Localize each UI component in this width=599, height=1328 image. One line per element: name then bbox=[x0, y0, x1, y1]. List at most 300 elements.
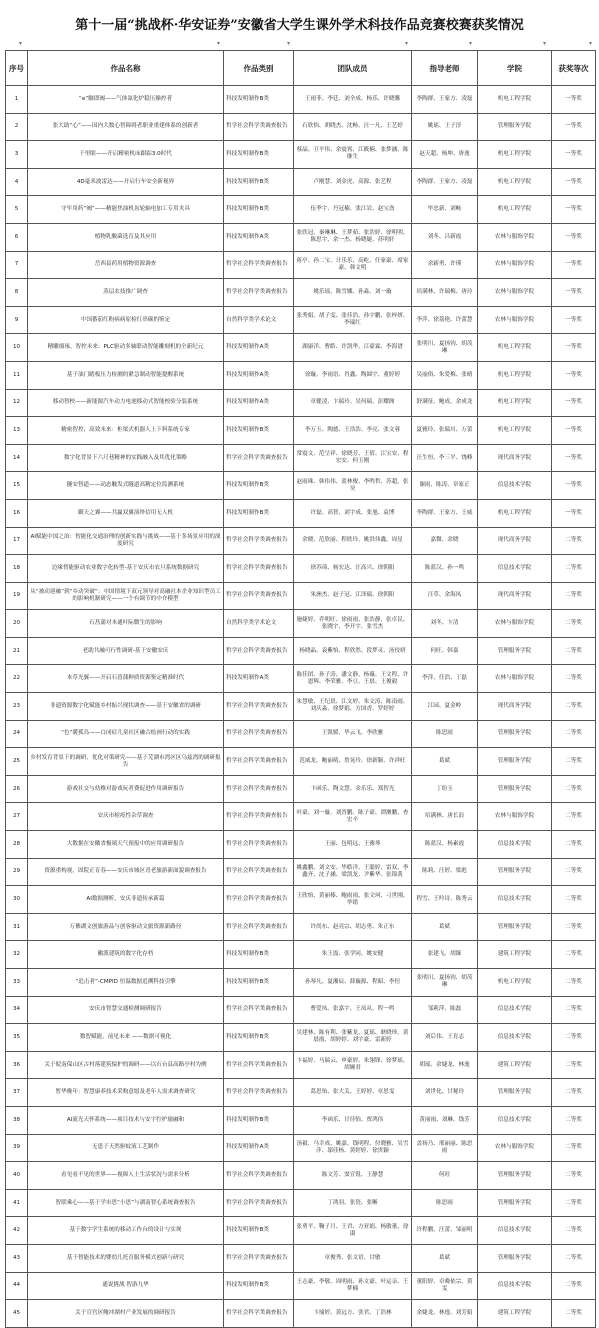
cell-index[interactable]: 38 bbox=[6, 1106, 28, 1134]
cell-name[interactable]: 千里眼——开启精密机床跟踪3.0时代 bbox=[28, 141, 224, 169]
cell-award[interactable]: 一等奖 bbox=[552, 279, 596, 307]
cell-category[interactable]: 哲学社会科学类调查报告 bbox=[224, 693, 294, 721]
cell-name[interactable]: 智联乘心——基于学市思“小思”与湖南智心系统调查报告 bbox=[28, 1189, 224, 1217]
cell-school[interactable]: 农林与服饰学院 bbox=[478, 803, 552, 831]
cell-team[interactable]: 汤毅、马幸成、姚嘉、钱明程、付晓雅、吴雪萍、邬佳杨、黄婷婷、徐贵颖 bbox=[294, 1134, 412, 1162]
cell-school[interactable]: 机电工程学院 bbox=[478, 334, 552, 362]
cell-advisor[interactable]: 谢雨、陈涛、章家正 bbox=[412, 472, 478, 500]
cell-index[interactable]: 42 bbox=[6, 1217, 28, 1245]
cell-index[interactable]: 22 bbox=[6, 665, 28, 693]
filter-arrow-icon[interactable]: ▾ bbox=[287, 40, 291, 47]
cell-category[interactable]: 自然科学类学术论文 bbox=[224, 610, 294, 638]
cell-index[interactable]: 32 bbox=[6, 941, 28, 969]
cell-index[interactable]: 5 bbox=[6, 196, 28, 224]
cell-team[interactable]: 王雨菲、李廷、刘全成、杨乐、许晓馨 bbox=[294, 86, 412, 114]
cell-award[interactable]: 二等奖 bbox=[552, 527, 596, 555]
cell-advisor[interactable]: 邹莉萍、陈磊 bbox=[412, 996, 478, 1024]
cell-school[interactable]: 现代商务学院 bbox=[478, 582, 552, 610]
cell-index[interactable]: 14 bbox=[6, 444, 28, 472]
cell-index[interactable]: 31 bbox=[6, 913, 28, 941]
cell-school[interactable]: 信息技术学院 bbox=[478, 1217, 552, 1245]
cell-award[interactable]: 二等奖 bbox=[552, 693, 596, 721]
cell-name[interactable]: 本草光翼——开启石菖蒲种质资源鉴定精准时代 bbox=[28, 665, 224, 693]
filter-arrow-icon[interactable]: ▾ bbox=[469, 40, 473, 47]
cell-team[interactable]: 王志豪、李敬、周明雨、孙文豪、叶运亲、王梦楠 bbox=[294, 1272, 412, 1300]
cell-category[interactable]: 哲学社会科学类调查报告 bbox=[224, 1300, 294, 1328]
cell-name[interactable]: 精密智控、高效未来：柜梁式机器人上下料系统专家 bbox=[28, 417, 224, 445]
cell-index[interactable]: 1 bbox=[6, 86, 28, 114]
filter-arrow-icon[interactable]: ▾ bbox=[543, 40, 547, 47]
cell-index[interactable]: 39 bbox=[6, 1134, 28, 1162]
cell-advisor[interactable]: 胡瑶、余婕龙、林逸 bbox=[412, 1051, 478, 1079]
cell-school[interactable]: 建筑工程学院 bbox=[478, 941, 552, 969]
cell-school[interactable]: 管理服务学院 bbox=[478, 858, 552, 886]
cell-team[interactable]: 章俊秀、张文语、甘敏 bbox=[294, 1244, 412, 1272]
cell-team[interactable]: 湖康洋、曹皓、许凯华、江豪霖、李海谱 bbox=[294, 334, 412, 362]
cell-index[interactable]: 23 bbox=[6, 693, 28, 721]
header-name[interactable]: 作品名称 bbox=[28, 51, 224, 86]
cell-index[interactable]: 12 bbox=[6, 389, 28, 417]
cell-advisor[interactable]: 夏雅玲、张瑞川、万蕾 bbox=[412, 417, 478, 445]
cell-award[interactable]: 二等奖 bbox=[552, 1051, 596, 1079]
cell-award[interactable]: 一等奖 bbox=[552, 306, 596, 334]
cell-team[interactable]: 蔡晶、卫平伟、余震霄、江筱楠、张梦涵、陈继生 bbox=[294, 141, 412, 169]
cell-school[interactable]: 管理服务学院 bbox=[478, 1244, 552, 1272]
cell-index[interactable]: 18 bbox=[6, 555, 28, 583]
cell-school[interactable]: 管理服务学院 bbox=[478, 748, 552, 776]
cell-team[interactable]: 葛思怡、张大关、王婷婷、章思雯 bbox=[294, 1079, 412, 1107]
cell-advisor[interactable]: 董阳婷、卓晚依宗、黄雯 bbox=[412, 1272, 478, 1300]
cell-index[interactable]: 16 bbox=[6, 499, 28, 527]
cell-index[interactable]: 33 bbox=[6, 969, 28, 997]
cell-team[interactable]: 范威龙、鲍丽萌、詹晃玲、徐新颖、许祥旺 bbox=[294, 748, 412, 776]
filter-arrow-icon[interactable]: ▾ bbox=[589, 40, 593, 47]
cell-award[interactable]: 二等奖 bbox=[552, 1244, 596, 1272]
cell-school[interactable]: 农林与服饰学院 bbox=[478, 610, 552, 638]
cell-school[interactable]: 信息技术学院 bbox=[478, 1106, 552, 1134]
cell-advisor[interactable]: 盖扬乃、邢丽丽、陈思雨 bbox=[412, 1134, 478, 1162]
cell-advisor[interactable]: 培满林、许瑞梅、唐玲 bbox=[412, 279, 478, 307]
cell-school[interactable]: 管理服务学院 bbox=[478, 913, 552, 941]
cell-team[interactable]: 李万玉、陶德、王浩浩、李亮、张文蓉 bbox=[294, 417, 412, 445]
cell-school[interactable]: 信息技术学院 bbox=[478, 996, 552, 1024]
cell-award[interactable]: 一等奖 bbox=[552, 417, 596, 445]
cell-school[interactable]: 信息技术学院 bbox=[478, 886, 552, 914]
cell-name[interactable]: 基于智能技术的婴幼儿托育服务模式创新与研究 bbox=[28, 1244, 224, 1272]
cell-category[interactable]: 哲学社会科学类调查报告 bbox=[224, 858, 294, 886]
cell-school[interactable]: 信息技术学院 bbox=[478, 1272, 552, 1300]
cell-category[interactable]: 科技发明制作A类 bbox=[224, 361, 294, 389]
cell-award[interactable]: 二等奖 bbox=[552, 1106, 596, 1134]
cell-name[interactable]: 从“被动迎融”到“乡动突破”：中国情境下双元领导对高融社本企业知识型员工的影响机制研究——一个有调节的中介模型 bbox=[28, 582, 224, 610]
cell-school[interactable]: 机电工程学院 bbox=[478, 86, 552, 114]
cell-category[interactable]: 哲学社会科学类调查报告 bbox=[224, 748, 294, 776]
cell-name[interactable]: AI数据测析，安庆非遗传承新篇 bbox=[28, 886, 224, 914]
filter-arrow-icon[interactable]: ▾ bbox=[19, 40, 23, 47]
cell-award[interactable]: 二等奖 bbox=[552, 582, 596, 610]
cell-name[interactable]: 4D毫米波雷达——开启行车安全新视界 bbox=[28, 168, 224, 196]
cell-school[interactable]: 建筑工程学院 bbox=[478, 1300, 552, 1328]
cell-advisor[interactable]: 葛斌 bbox=[412, 913, 478, 941]
cell-team[interactable]: 朱洲杰、赵子冠、江泽瑞、徐朝阳 bbox=[294, 582, 412, 610]
cell-advisor[interactable]: 培满林、唐长浪 bbox=[412, 803, 478, 831]
cell-index[interactable]: 35 bbox=[6, 1024, 28, 1052]
header-school[interactable]: 学院 bbox=[478, 51, 552, 86]
cell-name[interactable]: 资源重构视，固院正育春——安庆市城区青老旅游新面貌调查报告 bbox=[28, 858, 224, 886]
cell-name[interactable]: 安庆市智慧交通检测调研报告 bbox=[28, 996, 224, 1024]
cell-award[interactable]: 二等奖 bbox=[552, 637, 596, 665]
cell-team[interactable]: 章健凌、卞瑞玲、吴何瑞、彭耀阁 bbox=[294, 389, 412, 417]
cell-category[interactable]: 哲学社会科学类调查报告 bbox=[224, 886, 294, 914]
cell-name[interactable]: 御天之翼——共赢双翼演绎信用无人机 bbox=[28, 499, 224, 527]
cell-school[interactable]: 管理服务学院 bbox=[478, 775, 552, 803]
cell-category[interactable]: 哲学社会科学类调查报告 bbox=[224, 1244, 294, 1272]
cell-team[interactable]: 赵雨珠、韩伟伟、蓝林俊、李鸣哲、苏超、张昊 bbox=[294, 472, 412, 500]
cell-advisor[interactable]: 许程鹏、汪蕾、邹丽明 bbox=[412, 1217, 478, 1245]
cell-advisor[interactable]: 刘冬、卞清 bbox=[412, 610, 478, 638]
cell-award[interactable]: 一等奖 bbox=[552, 444, 596, 472]
cell-category[interactable]: 哲学社会科学类调查报告 bbox=[224, 527, 294, 555]
cell-name[interactable]: 石菖蒲对本通叶际微生的影响 bbox=[28, 610, 224, 638]
filter-arrow-icon[interactable]: ▾ bbox=[217, 40, 221, 47]
cell-name[interactable]: 徽派建筑的数字化存档 bbox=[28, 941, 224, 969]
cell-index[interactable]: 43 bbox=[6, 1244, 28, 1272]
cell-index[interactable]: 2 bbox=[6, 113, 28, 141]
cell-award[interactable]: 一等奖 bbox=[552, 86, 596, 114]
cell-team[interactable]: 杨晓晶、袁紫怡、程欣然、段梦灵、汤佼妍 bbox=[294, 637, 412, 665]
cell-name[interactable]: 万佛湖文创旅游品与创客驱动文旅资源新路径 bbox=[28, 913, 224, 941]
cell-advisor[interactable]: 陈思雨 bbox=[412, 1189, 478, 1217]
cell-award[interactable]: 一等奖 bbox=[552, 196, 596, 224]
cell-award[interactable]: 二等奖 bbox=[552, 1300, 596, 1328]
cell-index[interactable]: 11 bbox=[6, 361, 28, 389]
cell-category[interactable]: 哲学社会科学类调查报告 bbox=[224, 803, 294, 831]
cell-advisor[interactable]: 何旺 bbox=[412, 1162, 478, 1190]
cell-team[interactable]: 孙琴凡、夏湘辰、薛璇源、程昭、李恒 bbox=[294, 969, 412, 997]
cell-advisor[interactable]: 余婕龙、林逸、刘芳娟 bbox=[412, 1300, 478, 1328]
cell-team[interactable]: 叶豪、刘一璇、刘晋鹏、陈子豪、谭漱鹏、查宏辛 bbox=[294, 803, 412, 831]
cell-advisor[interactable]: 丁纷玉 bbox=[412, 775, 478, 803]
cell-advisor[interactable]: 葛斌 bbox=[412, 748, 478, 776]
cell-school[interactable]: 机电工程学院 bbox=[478, 969, 552, 997]
cell-name[interactable]: 隧安智道——动态触发式隧道高精定位监测系统 bbox=[28, 472, 224, 500]
cell-name[interactable]: 中国番茄红粉病病原检红串碳的鉴定 bbox=[28, 306, 224, 334]
cell-school[interactable]: 机电工程学院 bbox=[478, 141, 552, 169]
cell-advisor[interactable]: 陈蓝汉、杨素霞 bbox=[412, 831, 478, 859]
cell-award[interactable]: 二等奖 bbox=[552, 555, 596, 583]
cell-school[interactable]: 管理服务学院 bbox=[478, 113, 552, 141]
cell-school[interactable]: 信息技术学院 bbox=[478, 1024, 552, 1052]
cell-advisor[interactable]: 刘后伟、王育志 bbox=[412, 1024, 478, 1052]
cell-category[interactable]: 科技发明制作A类 bbox=[224, 1134, 294, 1162]
cell-team[interactable]: 姚乐瑶、陈雪娜、孙淼、刘一璇 bbox=[294, 279, 412, 307]
cell-index[interactable]: 44 bbox=[6, 1272, 28, 1300]
cell-index[interactable]: 6 bbox=[6, 223, 28, 251]
cell-team[interactable]: 蒋亭、孙二宝、计乐乐、高屹、任家豪、席家豪、韩文明 bbox=[294, 251, 412, 279]
cell-school[interactable]: 机电工程学院 bbox=[478, 361, 552, 389]
cell-team[interactable]: 徐璇、李雨语、肖鑫、陶圆宇、董婷婷 bbox=[294, 361, 412, 389]
cell-index[interactable]: 17 bbox=[6, 527, 28, 555]
cell-school[interactable]: 农林与服饰学院 bbox=[478, 665, 552, 693]
cell-name[interactable]: “色”暖孤岛——白闭症儿童社区融合绘画行动的实践 bbox=[28, 720, 224, 748]
cell-name[interactable]: 精雕细琢，智控未来：PLC驱动多轴联动智能雕刻机的全新纪元 bbox=[28, 334, 224, 362]
cell-name[interactable]: 边缘智能驱动农业数字化转型-基于安庆市农旦系统数据研究 bbox=[28, 555, 224, 583]
cell-advisor[interactable]: 葛斌 bbox=[412, 1244, 478, 1272]
cell-category[interactable]: 科技发明制作B类 bbox=[224, 499, 294, 527]
cell-category[interactable]: 哲学社会科学类调查报告 bbox=[224, 913, 294, 941]
cell-school[interactable]: 农林与服饰学院 bbox=[478, 1134, 552, 1162]
cell-advisor[interactable]: 张明川、夏扬钧、胡茂琳 bbox=[412, 334, 478, 362]
header-award[interactable]: 获奖等次 bbox=[552, 51, 596, 86]
cell-school[interactable]: 机电工程学院 bbox=[478, 196, 552, 224]
cell-award[interactable]: 一等奖 bbox=[552, 334, 596, 362]
cell-index[interactable]: 15 bbox=[6, 472, 28, 500]
cell-team[interactable]: 石欣怡、胡晓杰、沈畅、汪一凡、王艺婷 bbox=[294, 113, 412, 141]
cell-team[interactable]: 朱王震、张学同、姚安健 bbox=[294, 941, 412, 969]
cell-school[interactable]: 现代商务学院 bbox=[478, 527, 552, 555]
filter-arrow-icon[interactable]: ▾ bbox=[405, 40, 409, 47]
cell-category[interactable]: 哲学社会科学类调查报告 bbox=[224, 1079, 294, 1107]
cell-category[interactable]: 哲学社会科学类调查报告 bbox=[224, 996, 294, 1024]
cell-team[interactable]: 张秀娟、胡子雯、张佳浩、孙宇鹏、张梓妍、李瑞红 bbox=[294, 306, 412, 334]
cell-award[interactable]: 二等奖 bbox=[552, 1272, 596, 1300]
cell-category[interactable]: 科技发明制作A类 bbox=[224, 665, 294, 693]
cell-name[interactable]: 大数据在安徽省极端天气预报中的应用调研报告 bbox=[28, 831, 224, 859]
cell-advisor[interactable]: 余新勇、许瑾 bbox=[412, 251, 478, 279]
cell-team[interactable]: 伍季宇、丹冠楠、张江岩、赵宝熹 bbox=[294, 196, 412, 224]
cell-school[interactable]: 现代商务学院 bbox=[478, 444, 552, 472]
cell-category[interactable]: 哲学社会科学类调查报告 bbox=[224, 279, 294, 307]
cell-school[interactable]: 农林与服饰学院 bbox=[478, 279, 552, 307]
cell-school[interactable]: 信息技术学院 bbox=[478, 555, 552, 583]
cell-index[interactable]: 21 bbox=[6, 637, 28, 665]
cell-name[interactable]: 关于宣宫区鲍冲湖村产业发展的调研报告 bbox=[28, 1300, 224, 1328]
cell-category[interactable]: 科技发明制作A类 bbox=[224, 334, 294, 362]
cell-name[interactable]: 看见看不见的世界——视障人士生活状况与需求分析 bbox=[28, 1162, 224, 1190]
cell-category[interactable]: 科技发明制作B类 bbox=[224, 1217, 294, 1245]
cell-index[interactable]: 8 bbox=[6, 279, 28, 307]
cell-school[interactable]: 管理服务学院 bbox=[478, 637, 552, 665]
cell-name[interactable]: 植物乳酸菌选育及其应用 bbox=[28, 223, 224, 251]
cell-team[interactable]: 张欣冠、秦琳琳、王梦茹、张浩婷、徐明明、陈思宇、余一杰、杨晓婕、苏明轩 bbox=[294, 223, 412, 251]
cell-team[interactable]: 吴建林、陈有利、张紫龙、夏瑶、耿晓珍、黄晨霞、胡婷婷、刘宇豪、雷新婷 bbox=[294, 1024, 412, 1052]
cell-index[interactable]: 20 bbox=[6, 610, 28, 638]
cell-category[interactable]: 哲学社会科学类调查报告 bbox=[224, 251, 294, 279]
cell-school[interactable]: 机电工程学院 bbox=[478, 499, 552, 527]
cell-name[interactable]: 基于油门踏板压力检测的紧急制动智能提醒系统 bbox=[28, 361, 224, 389]
cell-school[interactable]: 现代商务学院 bbox=[478, 693, 552, 721]
cell-index[interactable]: 3 bbox=[6, 141, 28, 169]
cell-award[interactable]: 二等奖 bbox=[552, 969, 596, 997]
cell-category[interactable]: 哲学社会科学类调查报告 bbox=[224, 1162, 294, 1190]
cell-category[interactable]: 科技发明制作B类 bbox=[224, 196, 294, 224]
cell-award[interactable]: 一等奖 bbox=[552, 472, 596, 500]
cell-index[interactable]: 27 bbox=[6, 803, 28, 831]
cell-name[interactable]: 数字化背景下六尺巷精神的实践融入及其优化策略 bbox=[28, 444, 224, 472]
cell-school[interactable]: 管理服务学院 bbox=[478, 1189, 552, 1217]
cell-name[interactable]: 无患子天然驱蚊液工艺制作 bbox=[28, 1134, 224, 1162]
cell-name[interactable]: 非遗资源数字化赋能乡村振兴现状调查——基于安徽省的调研 bbox=[28, 693, 224, 721]
cell-team[interactable]: 王欣怡、黄丽榛、鲍雨雨、张文珂、刁世刚、毕绪 bbox=[294, 886, 412, 914]
cell-award[interactable]: 一等奖 bbox=[552, 251, 596, 279]
cell-category[interactable]: 科技发明制作B类 bbox=[224, 141, 294, 169]
cell-advisor[interactable]: 吴丽俗、朱爱梅、张晴 bbox=[412, 361, 478, 389]
cell-award[interactable]: 二等奖 bbox=[552, 1024, 596, 1052]
cell-index[interactable]: 29 bbox=[6, 858, 28, 886]
cell-category[interactable]: 科技发明制作B类 bbox=[224, 969, 294, 997]
cell-name[interactable]: 老助共融可行性调研-基于安徽安庆 bbox=[28, 637, 224, 665]
cell-category[interactable]: 哲学社会科学类调查报告 bbox=[224, 1051, 294, 1079]
cell-name[interactable]: 暂华晚年：智慧康养技术采购意愿及老年人需求调查研究 bbox=[28, 1079, 224, 1107]
cell-award[interactable]: 二等奖 bbox=[552, 720, 596, 748]
cell-award[interactable]: 一等奖 bbox=[552, 361, 596, 389]
cell-team[interactable]: 卞瑜婷、黄远方、张君、丁浩林 bbox=[294, 1300, 412, 1328]
cell-index[interactable]: 37 bbox=[6, 1079, 28, 1107]
cell-advisor[interactable]: 嘉微、余晓 bbox=[412, 527, 478, 555]
cell-school[interactable]: 机电工程学院 bbox=[478, 389, 552, 417]
cell-index[interactable]: 34 bbox=[6, 996, 28, 1024]
cell-team[interactable]: 卞函乐、陶文慧、金乐乐、郑智光 bbox=[294, 775, 412, 803]
cell-category[interactable]: 科技发明制作B类 bbox=[224, 86, 294, 114]
cell-category[interactable]: 科技发明制作B类 bbox=[224, 168, 294, 196]
cell-index[interactable]: 28 bbox=[6, 831, 28, 859]
cell-index[interactable]: 24 bbox=[6, 720, 28, 748]
cell-advisor[interactable]: 毕忠新、刘畅 bbox=[412, 196, 478, 224]
cell-advisor[interactable]: 程雪、王吟诗、陈秀云 bbox=[412, 886, 478, 914]
cell-name[interactable]: AI流光天怀系统——项目技术与安宇拧护瑜融和 bbox=[28, 1106, 224, 1134]
cell-category[interactable]: 哲学社会科学类调查报告 bbox=[224, 113, 294, 141]
cell-school[interactable]: 管理服务学院 bbox=[478, 720, 552, 748]
cell-advisor[interactable]: 赵天超、杨坤、唐逸 bbox=[412, 141, 478, 169]
cell-name[interactable]: 张大助“心”——国内大数心智障碍者职业重建体系的创新者 bbox=[28, 113, 224, 141]
cell-school[interactable]: 农林与服饰学院 bbox=[478, 251, 552, 279]
cell-advisor[interactable]: 江园、夏金岭 bbox=[412, 693, 478, 721]
cell-award[interactable]: 二等奖 bbox=[552, 1189, 596, 1217]
cell-category[interactable]: 哲学社会科学类调查报告 bbox=[224, 582, 294, 610]
header-category[interactable]: 作品类别 bbox=[224, 51, 294, 86]
cell-school[interactable]: 管理服务学院 bbox=[478, 1079, 552, 1107]
cell-award[interactable]: 一等奖 bbox=[552, 223, 596, 251]
cell-category[interactable]: 哲学社会科学类调查报告 bbox=[224, 444, 294, 472]
cell-category[interactable]: 科技发明制作A类 bbox=[224, 223, 294, 251]
cell-advisor[interactable]: 张明川、夏扬钧、胡茂琳 bbox=[412, 969, 478, 997]
cell-team[interactable]: 陈佳团、孙子涛、潘文静、杨薇、王文程、许恩辉、李荣雅、李豆、王晨、王俊毅 bbox=[294, 665, 412, 693]
cell-team[interactable]: 施婕婷、乔明旺、徐雨雨、张浩静、张卓民、张晓宇、李开宇、张雪杰 bbox=[294, 610, 412, 638]
header-index[interactable]: 序号 bbox=[6, 51, 28, 86]
cell-name[interactable]: “追击者”-CMPID 恒温数据追溯科技引擎 bbox=[28, 969, 224, 997]
cell-team[interactable]: 张勇平、鞠子月、王君、方亚娟、杨敏董、徐淑 bbox=[294, 1217, 412, 1245]
cell-name[interactable]: 守牢用药“阀”——精能焦油机齿轮轴电加工专用夹具 bbox=[28, 196, 224, 224]
cell-advisor[interactable]: 陈思雨 bbox=[412, 720, 478, 748]
cell-school[interactable]: 农林与服饰学院 bbox=[478, 223, 552, 251]
cell-category[interactable]: 科技发明制作B类 bbox=[224, 1106, 294, 1134]
cell-award[interactable]: 一等奖 bbox=[552, 499, 596, 527]
cell-team[interactable]: 丁鸿羽、张瓷、张晰 bbox=[294, 1189, 412, 1217]
cell-category[interactable]: 哲学社会科学类调查报告 bbox=[224, 720, 294, 748]
cell-advisor[interactable]: 李陶群、王家方、凌磊 bbox=[412, 86, 478, 114]
cell-index[interactable]: 41 bbox=[6, 1189, 28, 1217]
cell-award[interactable]: 二等奖 bbox=[552, 610, 596, 638]
cell-team[interactable]: 李函乐、甘佳怡、贾鸿伟 bbox=[294, 1106, 412, 1134]
cell-award[interactable]: 二等奖 bbox=[552, 665, 596, 693]
cell-advisor[interactable]: 舒满征、鲍成、余成龙 bbox=[412, 389, 478, 417]
cell-team[interactable]: 许磊、高智、刘宇成、张旭、袁博 bbox=[294, 499, 412, 527]
cell-category[interactable]: 自然科学类学术论文 bbox=[224, 306, 294, 334]
cell-school[interactable]: 机电工程学院 bbox=[478, 417, 552, 445]
cell-category[interactable]: 哲学社会科学类调查报告 bbox=[224, 555, 294, 583]
cell-index[interactable]: 26 bbox=[6, 775, 28, 803]
cell-award[interactable]: 二等奖 bbox=[552, 913, 596, 941]
cell-award[interactable]: 二等奖 bbox=[552, 1134, 596, 1162]
cell-category[interactable]: 科技发明制作A类 bbox=[224, 389, 294, 417]
cell-award[interactable]: 一等奖 bbox=[552, 168, 596, 196]
cell-name[interactable]: 游戏社交与幼稚对游戏玩者费促进作用调研报告 bbox=[28, 775, 224, 803]
cell-index[interactable]: 36 bbox=[6, 1051, 28, 1079]
cell-team[interactable]: 姚鑫鹏、刘文安、毕皓洋、王聪婷、雷双、李鑫齐、沈子涵、梁凯龙、尹紫华、张锦黄 bbox=[294, 858, 412, 886]
cell-name[interactable]: 基于数字学生系统的移动工作台的设计与实现 bbox=[28, 1217, 224, 1245]
cell-team[interactable]: 余晓、范欣丽、程欣玲、姚洪伟鑫、周星 bbox=[294, 527, 412, 555]
cell-team[interactable]: 卞福婷、马瑞云、申豪婷、朱翎锋、徐梦瑶、胡婉君 bbox=[294, 1051, 412, 1079]
cell-team[interactable]: 徐苏琦、杨宏达、汪高兴、徐朝阳 bbox=[294, 555, 412, 583]
cell-name[interactable]: 岳西县药用植物资源调查 bbox=[28, 251, 224, 279]
cell-name[interactable]: 安庆市检疫性杂草调查 bbox=[28, 803, 224, 831]
cell-team[interactable]: 王丽、包明远、王雅琴 bbox=[294, 831, 412, 859]
cell-name[interactable]: “e”触即阀——气体氮化炉稳压操控者 bbox=[28, 86, 224, 114]
cell-advisor[interactable]: 汪草、余海凤 bbox=[412, 582, 478, 610]
cell-award[interactable]: 二等奖 bbox=[552, 803, 596, 831]
cell-advisor[interactable]: 李萍、徐荔艳、许蕾慧 bbox=[412, 306, 478, 334]
cell-category[interactable]: 哲学社会科学类调查报告 bbox=[224, 637, 294, 665]
cell-award[interactable]: 二等奖 bbox=[552, 886, 596, 914]
cell-school[interactable]: 管理服务学院 bbox=[478, 1162, 552, 1190]
cell-award[interactable]: 二等奖 bbox=[552, 1217, 596, 1245]
cell-award[interactable]: 一等奖 bbox=[552, 113, 596, 141]
cell-index[interactable]: 13 bbox=[6, 417, 28, 445]
cell-name[interactable]: 数智赋能，前见未来 ——数据可视化 bbox=[28, 1024, 224, 1052]
cell-school[interactable]: 农林与服饰学院 bbox=[478, 306, 552, 334]
cell-advisor[interactable]: 陈莉、汪婷、梁彪 bbox=[412, 858, 478, 886]
cell-index[interactable]: 45 bbox=[6, 1300, 28, 1328]
cell-advisor[interactable]: 李萍、任浩、丁磊 bbox=[412, 665, 478, 693]
cell-school[interactable]: 信息技术学院 bbox=[478, 831, 552, 859]
cell-index[interactable]: 25 bbox=[6, 748, 28, 776]
cell-school[interactable]: 建筑工程学院 bbox=[478, 1051, 552, 1079]
cell-category[interactable]: 哲学社会科学类调查报告 bbox=[224, 1189, 294, 1217]
cell-category[interactable]: 科技发明制作B类 bbox=[224, 1272, 294, 1300]
cell-team[interactable]: 许尚东、赵亮宗、胡志勇、朱正东 bbox=[294, 913, 412, 941]
cell-index[interactable]: 30 bbox=[6, 886, 28, 914]
cell-category[interactable]: 科技发明制作B类 bbox=[224, 417, 294, 445]
cell-advisor[interactable]: 张建飞、胡臻 bbox=[412, 941, 478, 969]
cell-award[interactable]: 一等奖 bbox=[552, 141, 596, 169]
cell-award[interactable]: 二等奖 bbox=[552, 831, 596, 859]
cell-team[interactable]: 朱慧敏、王纪晨、江文婷、朱文涛、陈南雨、刘庆淼、徐梦娟、方国香、罗婷婷 bbox=[294, 693, 412, 721]
cell-category[interactable]: 哲学社会科学类调查报告 bbox=[224, 775, 294, 803]
cell-index[interactable]: 7 bbox=[6, 251, 28, 279]
cell-index[interactable]: 40 bbox=[6, 1162, 28, 1190]
cell-award[interactable]: 二等奖 bbox=[552, 858, 596, 886]
cell-advisor[interactable]: 何旺、韩嘉 bbox=[412, 637, 478, 665]
cell-team[interactable]: 陈文芳、窦宣锐、王静慧 bbox=[294, 1162, 412, 1190]
cell-advisor[interactable]: 刘冬、吕新霞 bbox=[412, 223, 478, 251]
cell-index[interactable]: 19 bbox=[6, 582, 28, 610]
cell-team[interactable]: 王凯媛、毕云飞、李欣雅 bbox=[294, 720, 412, 748]
cell-award[interactable]: 一等奖 bbox=[552, 389, 596, 417]
cell-team[interactable]: 卢刚慧、刘金虎、高源、张艺程 bbox=[294, 168, 412, 196]
cell-award[interactable]: 二等奖 bbox=[552, 1079, 596, 1107]
cell-index[interactable]: 10 bbox=[6, 334, 28, 362]
cell-category[interactable]: 科技发明制作B类 bbox=[224, 941, 294, 969]
